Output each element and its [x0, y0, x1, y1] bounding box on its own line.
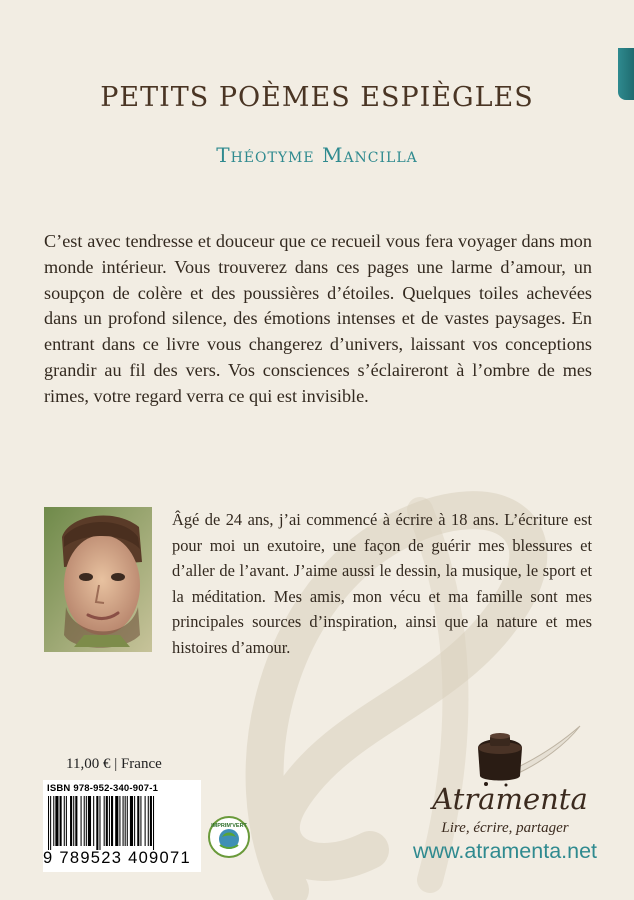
barcode-bar — [106, 796, 108, 846]
imprim-vert-text: IMPRIM'VERT — [211, 823, 247, 829]
imprim-vert-logo — [207, 815, 251, 859]
inkwell-quill-icon — [472, 718, 582, 788]
barcode-bar — [119, 796, 120, 846]
barcode-bar — [127, 796, 128, 846]
author-bio: Âgé de 24 ans, j’ai commencé à écrire à 18 ans. L’écriture est pour moi un exutoire, une façon de guérir mes blessures et d’aller de l’avant. J’aime aussi le dessin, la musique, le sport et la méditation. Mes amis, mon vécu et ma famille sont mes principales sources d’inspiration, ainsi que la nature et mes histoires d’amour. — [172, 510, 592, 657]
barcode-bar — [70, 796, 72, 846]
publisher-tagline: Lire, écrire, partager — [441, 820, 569, 836]
barcode-bar — [99, 796, 100, 850]
barcode-bar — [130, 796, 133, 846]
publisher-url[interactable]: www.atramenta.net — [412, 839, 598, 863]
barcode-digits: 9 789523 409071 — [43, 849, 191, 867]
barcode-bar — [96, 796, 98, 850]
barcode-bar — [137, 796, 139, 846]
book-title: PETITS POÈMES ESPIÈGLES — [100, 82, 534, 113]
barcode-bar — [134, 796, 135, 846]
barcode-bar — [50, 796, 51, 850]
barcode-bar — [153, 796, 154, 850]
barcode-bar — [115, 796, 118, 846]
author-photo — [44, 507, 152, 652]
barcode-bar — [88, 796, 91, 846]
barcode-bar — [66, 796, 67, 846]
barcode-bar — [84, 796, 85, 846]
barcode-bar — [150, 796, 152, 846]
isbn-barcode — [43, 780, 201, 872]
barcode-bar — [81, 796, 82, 846]
publisher-name: Atramenta — [432, 782, 588, 816]
publisher-block — [400, 718, 610, 878]
book-blurb: C’est avec tendresse et douceur que ce recueil vous fera voyager dans mon monde intérieur. Vous trouverez dans ces pages une larme d’amour, un soupçon de colère et des poussières d’étoiles. Quelques toiles achevées dans un profond silence, des émotions intenses et de vastes paysages. En entrant dans ce livre vous changerez d’univers, laissant vos conceptions grandir au fil des vers. Vos consciences s’éclaireront à l’ombre de mes rimes, votre regard verra ce qui est invisible. — [44, 231, 592, 406]
barcode-bar — [75, 796, 77, 846]
author-name: Théotyme Mancilla — [216, 143, 418, 167]
barcode-bar — [53, 796, 54, 846]
barcode-bar — [125, 796, 126, 846]
barcode-bars — [46, 796, 198, 850]
isbn-label: ISBN 978-952-340-907-1 — [47, 783, 159, 794]
barcode-bar — [60, 796, 62, 846]
barcode-bar — [73, 796, 74, 846]
barcode-bar — [48, 796, 49, 850]
price-label: 11,00 € | France — [66, 756, 162, 772]
barcode-bar — [55, 796, 58, 846]
barcode-bar — [64, 796, 65, 846]
barcode-bar — [109, 796, 110, 846]
barcode-bar — [140, 796, 141, 846]
barcode-bar — [148, 796, 149, 846]
barcode-bar — [86, 796, 87, 846]
barcode-bar — [123, 796, 124, 846]
barcode-bar — [145, 796, 146, 846]
barcode-bar — [111, 796, 113, 846]
barcode-bar — [104, 796, 105, 846]
barcode-bar — [93, 796, 94, 846]
